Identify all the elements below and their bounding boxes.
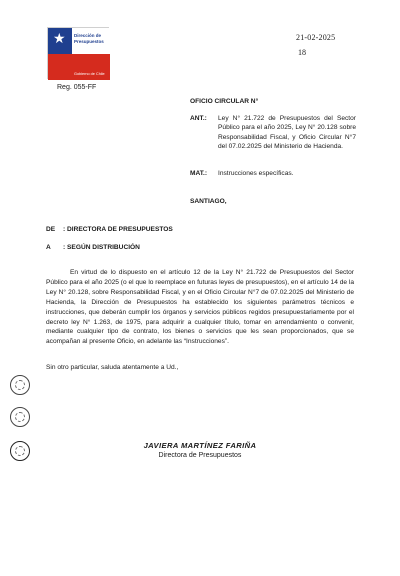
dipres-logo <box>47 27 109 79</box>
document-number: 18 <box>298 48 306 57</box>
ant-text: Ley N° 21.722 de Presupuestos del Sector Público para el año 2025, Ley N° 20.128 sobre Responsabilidad Fiscal, y Oficio Circular N°7 del 07.02.2025 del Ministerio de Hacienda. <box>218 115 356 151</box>
from-value: : DIRECTORA DE PRESUPUESTOS <box>63 226 173 233</box>
closing-line: Sin otro particular, saluda atentamente a Ud., <box>46 364 179 371</box>
from-label: DE <box>46 226 56 233</box>
memo-body: En virtud de lo dispuesto en el artículo 12 de la Ley N° 21.722 de Presupuestos del Sector Público para el año 2025 (o el que lo reemplace en futuras leyes de presupuestos), en el artículo 14 de la Ley N° 20.128, sobre Responsabilidad Fiscal, y en el Oficio Circular N°7 de 07.02.2025 del Ministerio de Hacienda, la Dirección de Presupuestos ha establecido los siguientes parámetros técnicos e instrucciones, que deberán cumplir los órganos y servicios públicos regidos presupuestariamente por el decreto ley N° 1.263, de 1975, para adquirir a cualquier título, tomar en arrendamiento o convenir, mediante cualquier tipo de contrato, los bienes o servicios que les sean proporcionados, que se acompañan al presente Oficio, en adelante las “Instrucciones”. <box>46 269 354 346</box>
signatory-name: JAVIERA MARTÍNEZ FARIÑA <box>143 441 257 450</box>
logo-government: Gobierno de Chile <box>74 72 105 76</box>
memo-title: OFICIO CIRCULAR N° <box>190 98 259 105</box>
ant-label: ANT.: <box>190 115 207 122</box>
document-date: 21-02-2025 <box>296 33 336 42</box>
seal-icon <box>10 407 30 427</box>
mat-text: Instrucciones específicas. <box>218 170 294 177</box>
to-label: A <box>46 244 51 251</box>
star-icon: ★ <box>53 31 66 47</box>
to-value: : SEGÚN DISTRIBUCIÓN <box>63 244 140 251</box>
logo-red-field <box>48 54 110 80</box>
city-line: SANTIAGO, <box>190 198 227 205</box>
registration-code: Reg. 055-FF <box>57 84 97 91</box>
signatory-role: Directora de Presupuestos <box>158 452 242 459</box>
seal-icon <box>10 375 30 395</box>
mat-label: MAT.: <box>190 170 208 177</box>
logo-department: Dirección de Presupuestos <box>74 33 104 44</box>
